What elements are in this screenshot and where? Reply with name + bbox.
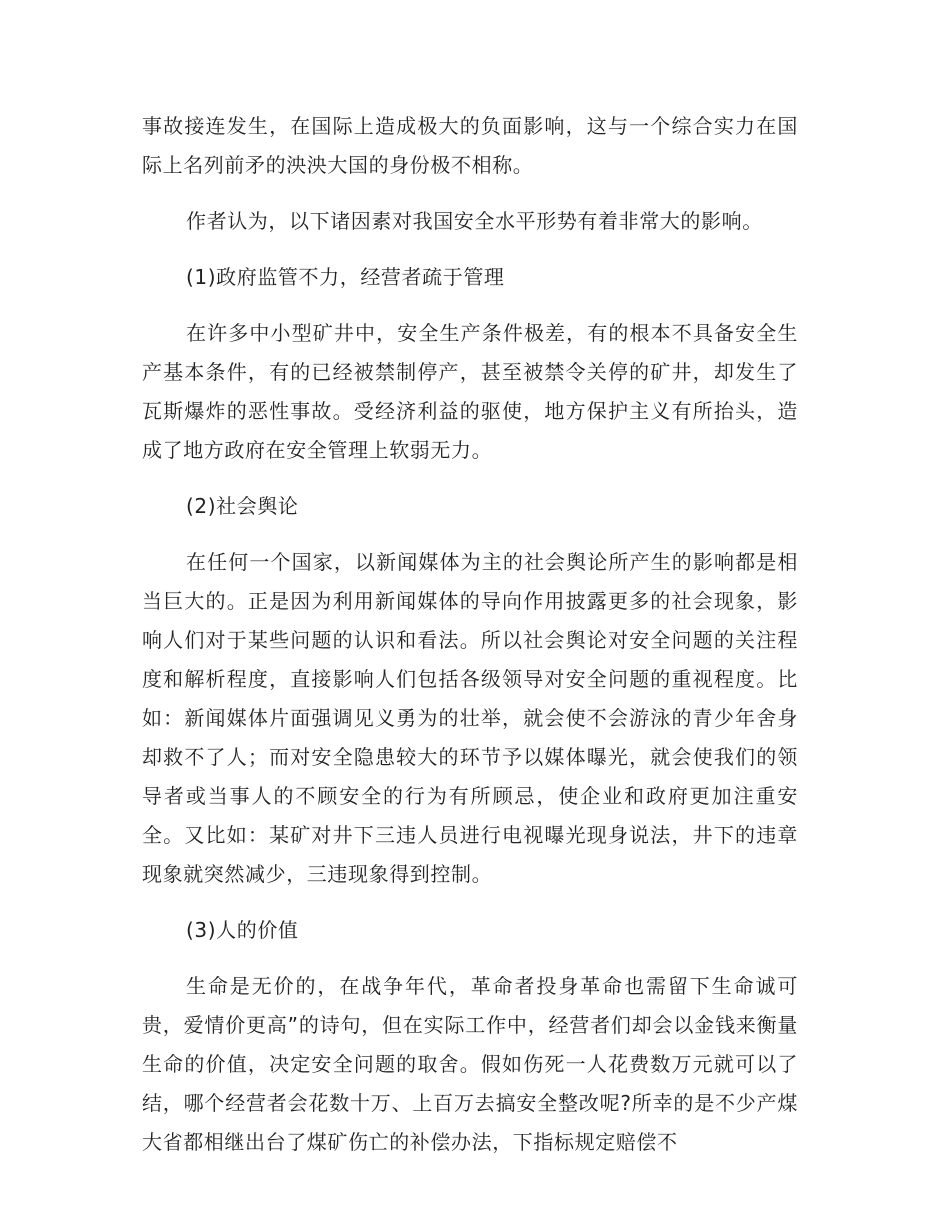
paragraph-section-2: 在任何一个国家，以新闻媒体为主的社会舆论所产生的影响都是相当巨大的。正是因为利用新闻媒体的导向作用披露更多的社会现象，影响人们对于某些问题的认识和看法。所以社会舆论对安全问题的关注程度和解析程度，直接影响人们包括各级领导对安全问题的重视程度。比如：新闻媒体片面强调见义勇为的壮举，就会使不会游泳的青少年舍身却救不了人；而对安全隐患较大的环节予以媒体曝光，就会使我们的领导者或当事人的不顾安全的行为有所顾忌，使企业和政府更加注重安全。又比如：某矿对井下三违人员进行电视曝光现身说法，井下的违章现象就突然减少，三违现象得到控制。 xyxy=(142,550,798,886)
paragraph-section-3: 生命是无价的，在战争年代，革命者投身革命也需留下生命诚可贵，爱情价更高”的诗句，但在实际工作中，经营者们却会以金钱来衡量生命的价值，决定安全问题的取舍。假如伤死一人花费数万元就可以了结，哪个经营者会花数十万、上百万去搞安全整改呢?所幸的是不少产煤大省都相继出台了煤矿伤亡的补偿办法，下指标规定赔偿不 xyxy=(142,974,798,1154)
paragraph-author-view: 作者认为，以下诸因素对我国安全水平形势有着非常大的影响。 xyxy=(186,209,763,233)
paragraph-section-1: 在许多中小型矿井中，安全生产条件极差，有的根本不具备安全生产基本条件，有的已经被禁制停产，甚至被禁令关停的矿井，却发生了瓦斯爆炸的恶性事故。受经济利益的驱使，地方保护主义有所抬头，造成了地方政府在安全管理上软弱无力。 xyxy=(142,321,798,462)
section-heading-3: (3)人的价值 xyxy=(186,918,299,942)
document-body xyxy=(142,107,798,1162)
section-heading-1: (1)政府监管不力，经营者疏于管理 xyxy=(186,265,505,289)
paragraph-intro-continuation: 事故接连发生，在国际上造成极大的负面影响，这与一个综合实力在国际上名列前矛的泱泱大国的身份极不相称。 xyxy=(142,114,798,177)
section-heading-2: (2)社会舆论 xyxy=(186,494,299,518)
